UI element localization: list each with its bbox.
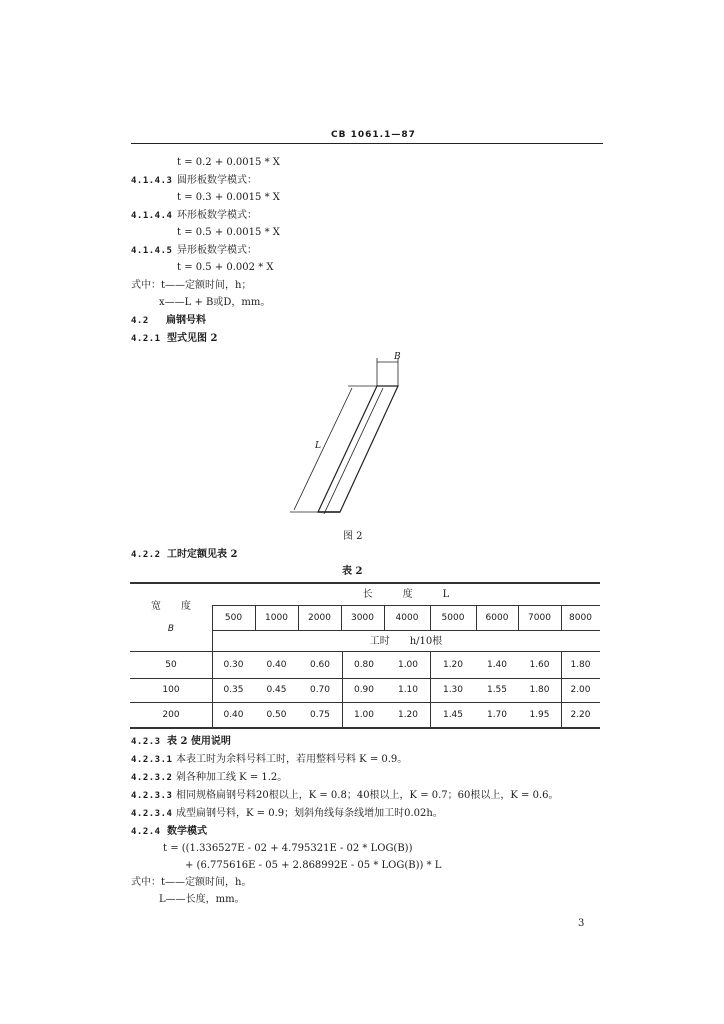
table-cell: 0.70: [309, 685, 331, 695]
note-text: 剁各种加工线 K = 1.2。: [176, 772, 288, 783]
section-number: 4.2.4: [131, 827, 161, 837]
note-text: 成型扁钢号料，K = 0.9；划斜角线每条线增加工时0.02h。: [176, 808, 443, 819]
table-cell: 1.20: [397, 710, 419, 720]
table-cell: 0.30: [223, 660, 244, 670]
section-title: 工时定额见表 2: [167, 549, 238, 560]
table-cell: 1.00: [397, 660, 419, 670]
length-cell: 4000: [395, 613, 419, 623]
length-cell: 2000: [308, 613, 331, 623]
table-bottom-rule: [130, 727, 600, 729]
width-cell: 50: [165, 660, 177, 670]
where-clause: x——L + B或D，mm。: [159, 297, 271, 308]
table-row-rule: [130, 702, 600, 703]
section-title: 型式见图 2: [167, 333, 218, 344]
table-subheader-rule: [212, 630, 600, 631]
section-title: 环形板数学模式：: [177, 210, 257, 221]
table-cell: 2.20: [570, 710, 591, 720]
bar-outline: [318, 386, 398, 512]
length-header: 长 度 L: [362, 589, 450, 600]
dim-arrow-l: [294, 388, 352, 510]
table-cell: 1.80: [570, 660, 591, 670]
section-number: 4.2.2: [131, 550, 161, 560]
table-title: 表 2: [342, 566, 363, 577]
section-number: 4.2: [131, 316, 149, 326]
table-cell: 1.40: [486, 660, 508, 670]
length-cell: 3000: [351, 613, 374, 623]
table-cell: 0.45: [266, 685, 287, 695]
table-cell: 1.95: [529, 710, 550, 720]
table-cell: 2.00: [570, 685, 591, 695]
table-cell: 1.45: [442, 710, 464, 720]
section-number: 4.2.3.4: [131, 809, 173, 819]
table-cell: 0.90: [353, 685, 375, 695]
formula-line: t = 0.5 + 0.002 * X: [177, 262, 274, 273]
width-symbol: B: [167, 624, 175, 634]
length-cell: 5000: [441, 613, 465, 623]
section-number: 4.1.4.5: [131, 246, 173, 256]
section-number: 4.1.4.3: [131, 176, 173, 186]
header-rule: [131, 143, 603, 144]
figure-label-l: L: [315, 441, 321, 451]
table-cell: 1.60: [529, 660, 550, 670]
section-number: 4.2.3.1: [131, 755, 173, 765]
where-clause: L——长度，mm。: [159, 894, 245, 905]
section-title: 圆形板数学模式：: [177, 175, 257, 186]
note-text: 本表工时为余料号料工时，若用整料号料 K = 0.9。: [176, 754, 408, 765]
unit-header: 工时 h/10根: [369, 636, 443, 647]
formula-line: t = 0.5 + 0.0015 * X: [177, 227, 280, 238]
table-cell: 0.35: [223, 685, 244, 695]
section-number: 4.1.4.4: [131, 211, 173, 221]
table-cell: 0.50: [266, 710, 287, 720]
table-cell: 1.80: [529, 685, 550, 695]
table-cell: 1.00: [353, 710, 375, 720]
page-number: 3: [578, 918, 585, 929]
table-row-rule: [130, 678, 600, 679]
table-cell: 1.55: [486, 685, 508, 695]
section-number: 4.2.3: [131, 737, 161, 747]
width-cell: 200: [162, 710, 180, 720]
where-clause: 式中：t——定额时间，h；: [131, 280, 252, 291]
section-number: 4.2.3.3: [131, 791, 173, 801]
section-number: 4.2.3.2: [131, 773, 173, 783]
width-cell: 100: [162, 685, 180, 695]
table-cell: 1.70: [486, 710, 508, 720]
table-cell: 0.75: [309, 710, 331, 720]
formula-line: t = 0.2 + 0.0015 * X: [177, 157, 280, 168]
bar-edge: [324, 388, 383, 514]
figure-flat-steel: [280, 350, 420, 520]
figure-caption: 图 2: [343, 531, 363, 542]
table-cell: 0.80: [353, 660, 375, 670]
length-cell: 500: [224, 613, 243, 623]
section-title: 表 2 使用说明: [167, 736, 231, 747]
formula-line: t = 0.3 + 0.0015 * X: [177, 192, 280, 203]
formula-line: + (6.775616E - 05 + 2.868992E - 05 * LOG(B)) * L: [185, 860, 442, 871]
table-cell: 1.30: [442, 685, 464, 695]
figure-label-b: B: [394, 352, 401, 362]
table-cell: 1.10: [397, 685, 419, 695]
table-subheader-rule: [212, 605, 600, 606]
note-text: 相同规格扁钢号料20根以上，K = 0.8；40根以上，K = 0.7；60根以上，K = 0.6。: [176, 790, 559, 801]
section-title: 数学模式: [167, 826, 207, 837]
section-number: 4.2.1: [131, 334, 161, 344]
section-title: 异形板数学模式：: [177, 245, 257, 256]
length-cell: 1000: [265, 613, 288, 623]
length-cell: 7000: [528, 613, 551, 623]
length-cell: 6000: [485, 613, 509, 623]
table-cell: 0.60: [309, 660, 331, 670]
table-top-rule: [130, 582, 600, 584]
table-cell: 0.40: [223, 710, 244, 720]
table-header-rule: [130, 651, 600, 652]
length-cell: 8000: [569, 613, 592, 623]
document-code: CB 1061.1—87: [331, 130, 416, 140]
width-header: 宽 度: [151, 601, 191, 612]
table-cell: 1.20: [442, 660, 464, 670]
table-cell: 0.40: [266, 660, 287, 670]
where-clause: 式中：t——定额时间，h。: [131, 877, 252, 888]
formula-line: t = ((1.336527E - 02 + 4.795321E - 02 * LOG(B)): [163, 843, 413, 854]
section-title: 扁钢号料: [166, 315, 206, 326]
